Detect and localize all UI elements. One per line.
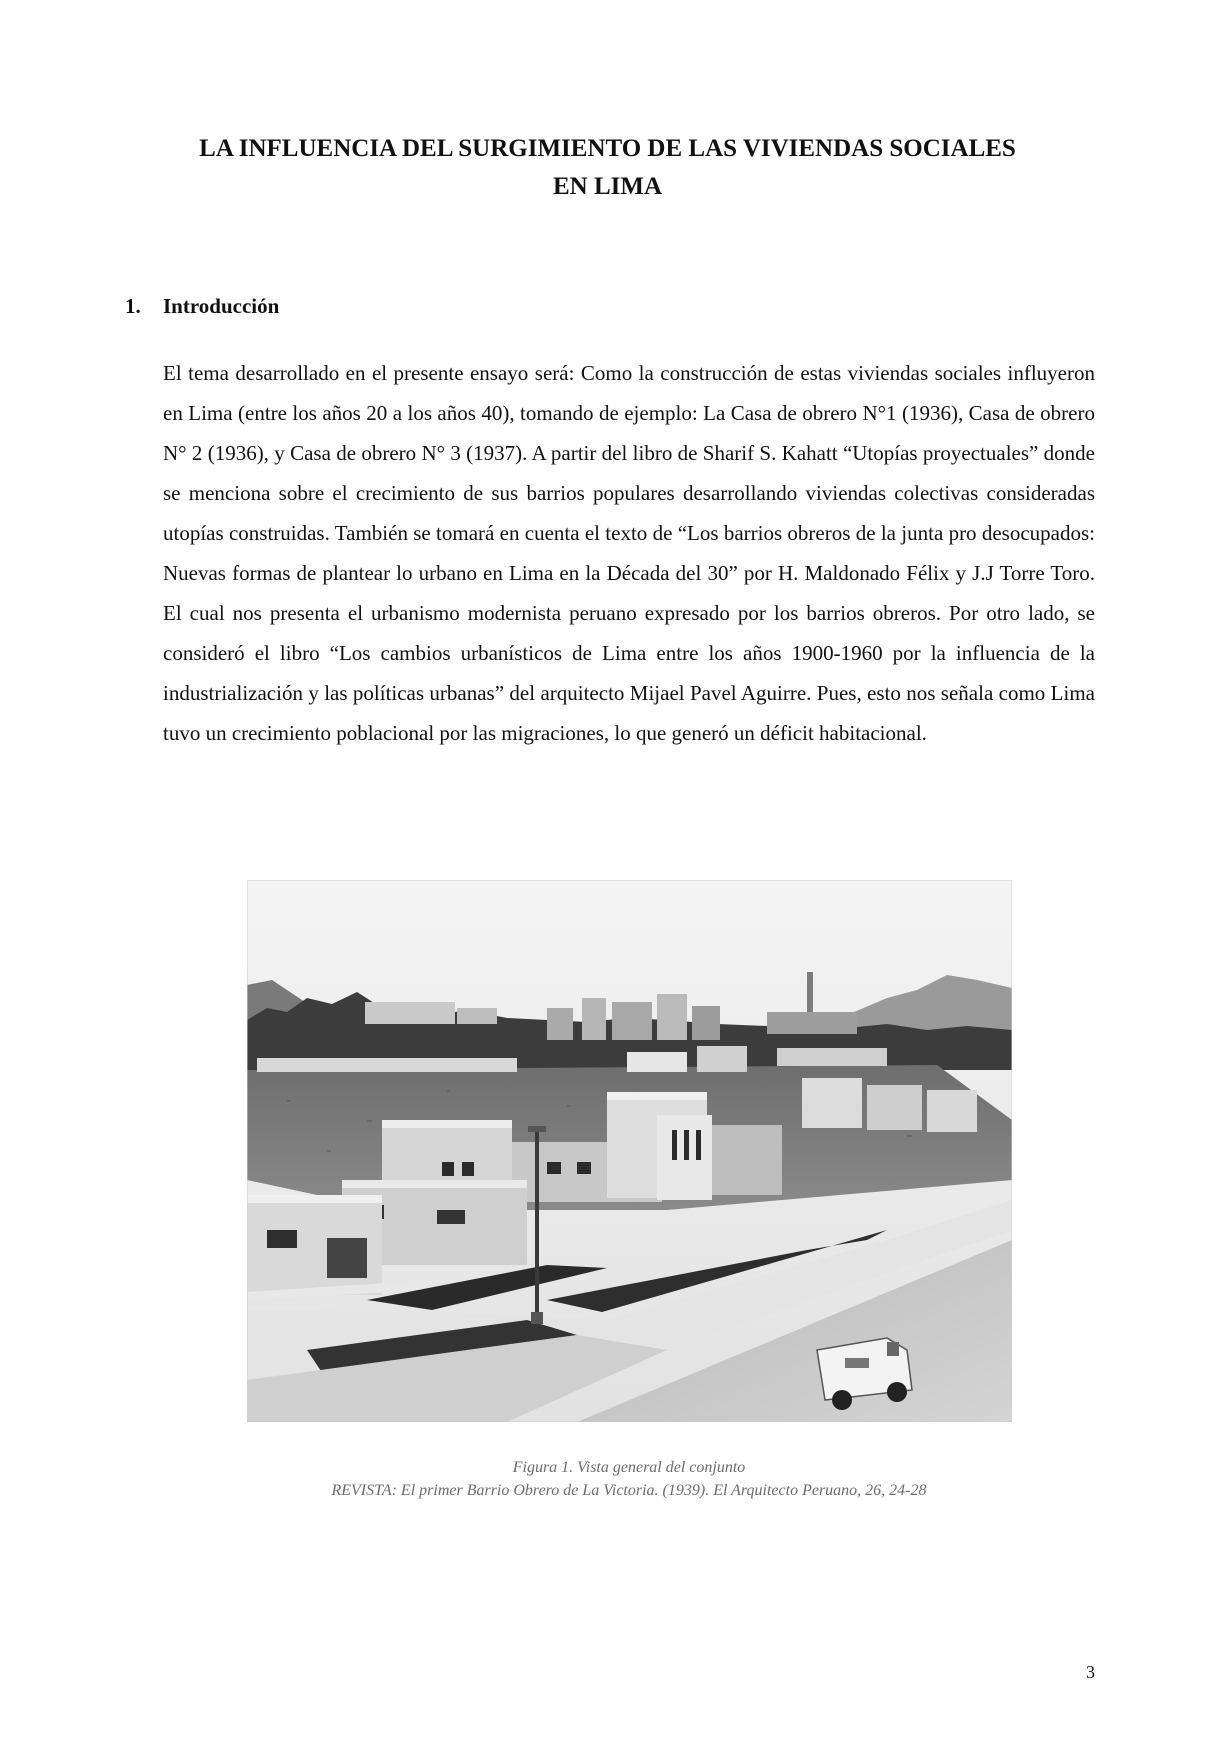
section-number: 1.	[125, 294, 141, 318]
page-number: 3	[1086, 1662, 1095, 1682]
title-line-1: LA INFLUENCIA DEL SURGIMIENTO DE LAS VIVIENDAS SOCIALES	[199, 135, 1016, 162]
figure-caption-title: Figura 1. Vista general del conjunto	[512, 1459, 746, 1476]
figure-photo	[247, 880, 1012, 1422]
barrio-obrero-photo	[247, 880, 1012, 1422]
section-heading-text: Introducción	[163, 294, 280, 318]
document-title	[150, 130, 1065, 206]
title-line-2: EN LIMA	[552, 173, 663, 200]
section-heading	[125, 292, 279, 320]
figure-caption	[163, 1456, 1095, 1502]
figure-caption-source: REVISTA: El primer Barrio Obrero de La Victoria. (1939). El Arquitecto Peruano, 26, 24-28	[331, 1482, 927, 1499]
intro-paragraph: El tema desarrollado en el presente ensayo será: Como la construcción de estas viviendas sociales influyeron en Lima (entre los años 20 a los años 40), tomando de ejemplo: La Casa de obrero N°1 (1936), Casa de obrero N° 2 (1936), y Casa de obrero N° 3 (1937). A partir del libro de Sharif S. Kahatt “Utopías proyectuales” donde se menciona sobre el crecimiento de sus barrios populares desarrollando viviendas colectivas consideradas utopías construidas. También se tomará en cuenta el texto de “Los barrios obreros de la junta pro desocupados: Nuevas formas de plantear lo urbano en Lima en la Década del 30” por H. Maldonado Félix y J.J Torre Toro. El cual nos presenta el urbanismo modernista peruano expresado por los barrios obreros. Por otro lado, se consideró el libro “Los cambios urbanísticos de Lima entre los años 1900-1960 por la influencia de la industrialización y las políticas urbanas” del arquitecto Mijael Pavel Aguirre. Pues, esto nos señala como Lima tuvo un crecimiento poblacional por las migraciones, lo que generó un déficit habitacional.	[163, 361, 1095, 745]
